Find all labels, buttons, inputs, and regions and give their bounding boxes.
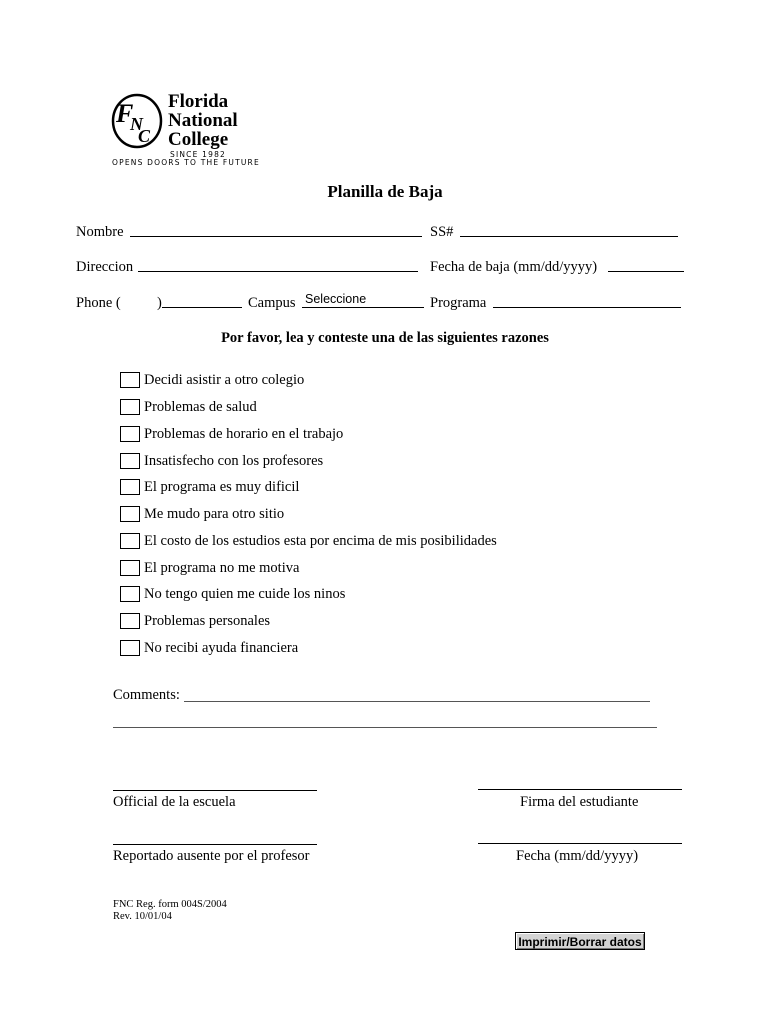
- reason-checkbox[interactable]: [120, 533, 140, 549]
- reason-checkbox[interactable]: [120, 426, 140, 442]
- reason-label: Decidi asistir a otro colegio: [144, 372, 305, 388]
- reportado-signature-line[interactable]: [113, 844, 317, 845]
- reason-checkbox[interactable]: [120, 506, 140, 522]
- reason-item: [120, 424, 343, 442]
- reason-item: [120, 584, 345, 602]
- reason-checkbox[interactable]: [120, 560, 140, 576]
- reason-label: No recibi ayuda financiera: [144, 640, 299, 656]
- form-revision: Rev. 10/01/04: [113, 911, 172, 922]
- phone-close-paren: ): [157, 295, 162, 311]
- svg-text:N: N: [130, 114, 143, 134]
- reason-label: Problemas personales: [144, 613, 271, 629]
- fecha-label: Fecha (mm/dd/yyyy): [516, 848, 639, 864]
- campus-select[interactable]: Seleccione: [305, 292, 367, 306]
- campus-label: Campus: [248, 295, 296, 311]
- reason-item: [120, 558, 299, 576]
- ss-field[interactable]: [460, 236, 678, 237]
- firma-label: Firma del estudiante: [520, 794, 639, 810]
- reason-item: [120, 638, 298, 656]
- svg-text:F: F: [116, 99, 134, 128]
- reason-item: [120, 397, 257, 415]
- reason-checkbox[interactable]: [120, 613, 140, 629]
- reason-label: Problemas de salud: [144, 399, 257, 415]
- fecha-baja-field[interactable]: [608, 271, 684, 272]
- direccion-label: Direccion: [76, 259, 134, 275]
- comments-label: Comments:: [113, 687, 180, 703]
- nombre-field[interactable]: [130, 236, 422, 237]
- programa-label: Programa: [430, 295, 487, 311]
- reason-checkbox[interactable]: [120, 372, 140, 388]
- reason-checkbox[interactable]: [120, 453, 140, 469]
- reason-label: Me mudo para otro sitio: [144, 506, 285, 522]
- student-signature-line[interactable]: [478, 789, 682, 790]
- form-reg-number: FNC Reg. form 004S/2004: [113, 899, 227, 910]
- reason-label: No tengo quien me cuide los ninos: [144, 586, 346, 602]
- reason-item: [120, 370, 304, 388]
- phone-label: Phone (: [76, 295, 121, 311]
- direccion-field[interactable]: [138, 271, 418, 272]
- reason-label: El programa es muy dificil: [144, 479, 300, 495]
- fnc-seal-icon: [110, 92, 166, 152]
- official-signature-line[interactable]: [113, 790, 317, 791]
- reason-checkbox[interactable]: [120, 479, 140, 495]
- print-clear-button[interactable]: Imprimir/Borrar datos: [515, 932, 645, 950]
- reason-label: El costo de los estudios esta por encima de mis posibilidades: [144, 533, 497, 549]
- logo-line-national: National: [168, 110, 238, 131]
- fecha-baja-label: Fecha de baja (mm/dd/yyyy): [430, 259, 598, 275]
- form-title: Planilla de Baja: [327, 182, 443, 201]
- comments-field-line-1[interactable]: [184, 701, 650, 702]
- reason-checkbox[interactable]: [120, 399, 140, 415]
- nombre-label: Nombre: [76, 224, 124, 240]
- logo-since: SINCE 1982: [170, 150, 227, 159]
- reason-label: Problemas de horario en el trabajo: [144, 426, 344, 442]
- logo-line-college: College: [168, 129, 229, 150]
- reason-item: [120, 531, 497, 549]
- official-label: Official de la escuela: [113, 794, 236, 810]
- reason-checkbox[interactable]: [120, 586, 140, 602]
- svg-text:C: C: [138, 126, 151, 146]
- reason-item: [120, 504, 284, 522]
- reason-label: El programa no me motiva: [144, 560, 300, 576]
- phone-field[interactable]: [162, 307, 242, 308]
- logo-line-florida: Florida: [168, 91, 229, 112]
- ss-label: SS#: [430, 224, 454, 240]
- programa-field[interactable]: [493, 307, 681, 308]
- instruction-heading: Por favor, lea y conteste una de las siguientes razones: [221, 330, 549, 346]
- reason-item: [120, 451, 323, 469]
- comments-field-line-2[interactable]: [113, 727, 657, 728]
- reason-item: [120, 477, 299, 495]
- reportado-label: Reportado ausente por el profesor: [113, 848, 310, 864]
- fecha-signature-line[interactable]: [478, 843, 682, 844]
- logo-tagline: OPENS DOORS TO THE FUTURE: [112, 158, 260, 167]
- reason-item: [120, 611, 270, 629]
- reason-label: Insatisfecho con los profesores: [144, 453, 324, 469]
- college-logo: [110, 88, 280, 168]
- reason-checkbox[interactable]: [120, 640, 140, 656]
- campus-underline: [302, 307, 424, 308]
